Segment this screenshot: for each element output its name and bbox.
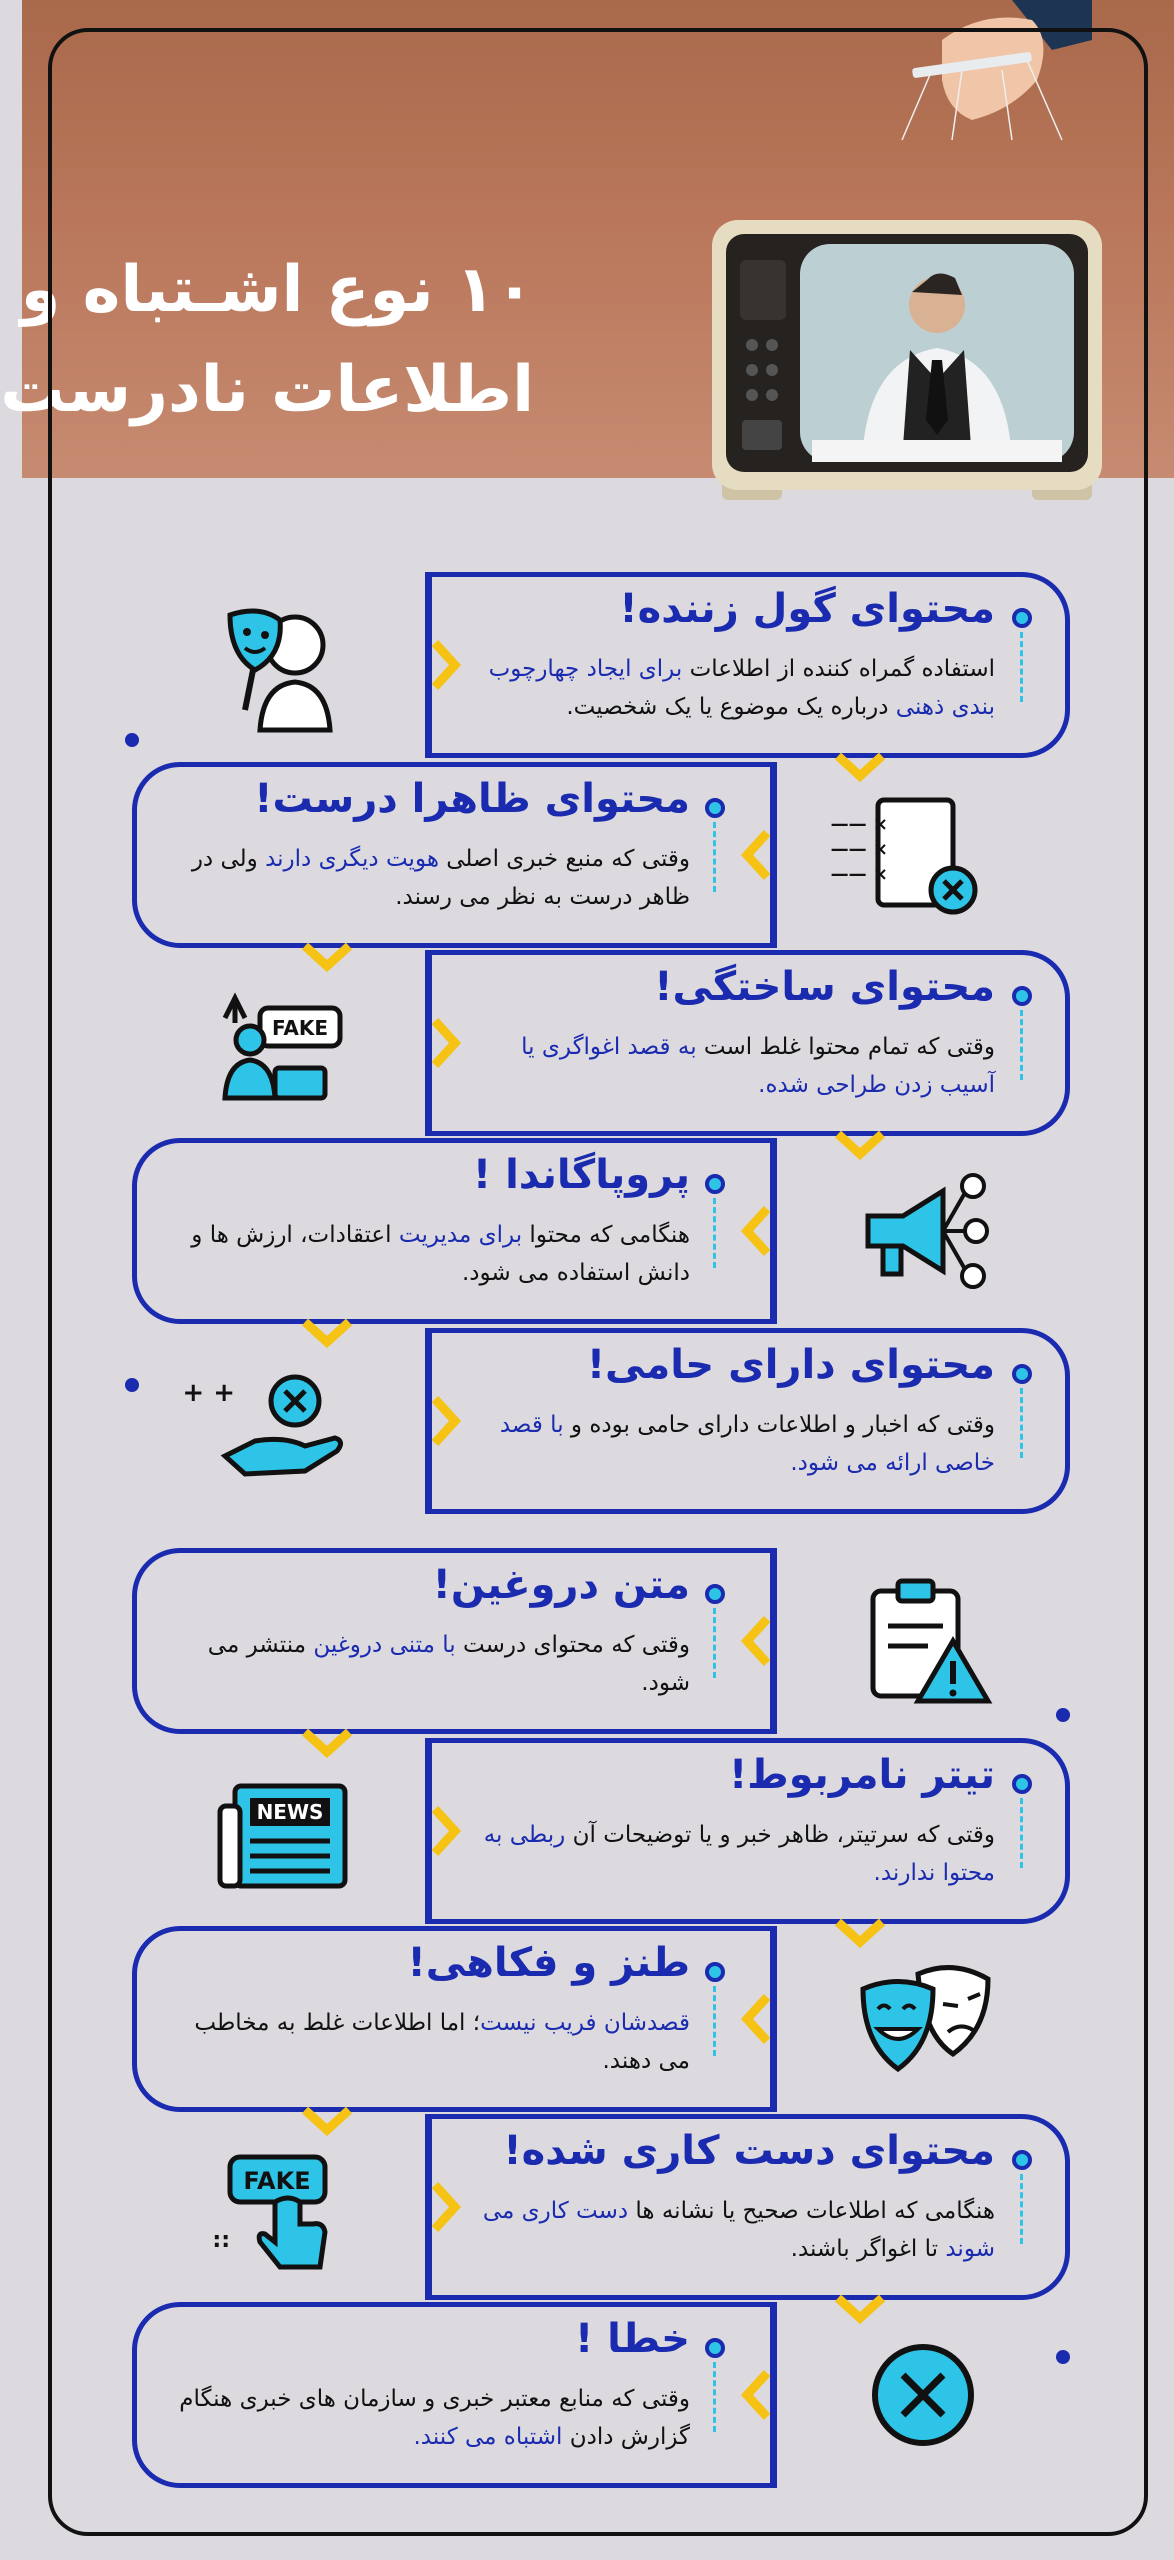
chevron-connector-icon [739, 1201, 775, 1265]
desc-text: وقتی که تمام محتوا غلط است [696, 1034, 995, 1060]
line-endcap [125, 733, 139, 747]
highlight-text: اشتباه می کنند. [413, 2424, 563, 2450]
dashed-guide [1020, 1798, 1023, 1868]
x-circle-icon [775, 2302, 1070, 2488]
card-description [177, 2380, 690, 2456]
svg-text:NEWS: NEWS [256, 1800, 323, 1824]
dashed-guide [1020, 632, 1023, 702]
highlight-text: ربطی به محتوا ندارند. [483, 1822, 995, 1886]
chevron-connector-icon [739, 1611, 775, 1675]
desc-text: ولی در ظاهر درست به نظر می رسند. [191, 846, 690, 910]
desc-text: هنگامی که محتوا [522, 1222, 690, 1248]
dashed-guide [713, 822, 716, 892]
card-description [482, 650, 995, 726]
desc-text: وقتی که سرتیتر، ظاهر خبر و یا توضیحات آن [565, 1822, 995, 1848]
desc-text: وقتی که منبع خبری اصلی [438, 846, 690, 872]
highlight-text: هویت دیگری دارند [265, 846, 439, 872]
masks-person-icon [132, 572, 427, 758]
bullet-dot [1012, 1364, 1032, 1384]
chevron-connector-icon [739, 2365, 775, 2429]
line-endcap [1056, 1708, 1070, 1722]
chevron-connector-icon [427, 1013, 463, 1077]
bullet-dot [705, 1962, 725, 1982]
desc-text: اعتقادات، ارزش ها و دانش استفاده می شود. [191, 1222, 690, 1286]
info-card [132, 572, 1070, 758]
card-description [177, 1626, 690, 1702]
fake-person-icon [132, 950, 427, 1136]
info-card [132, 1548, 1070, 1734]
bullet-dot [705, 2338, 725, 2358]
desc-text: ؛ اما اطلاعات غلط به مخاطب می دهند. [194, 2010, 690, 2074]
highlight-text: برای ایجاد چهارچوب [488, 656, 683, 682]
title-line-1: ۱۰ نوع اشـتباه و [20, 253, 534, 327]
bullet-dot [705, 1584, 725, 1604]
newspaper-icon [132, 1738, 427, 1924]
chevron-connector-icon [427, 2177, 463, 2241]
dashed-guide [1020, 1010, 1023, 1080]
svg-text:::: :: [211, 2228, 230, 2253]
card-description [482, 1028, 995, 1104]
svg-text:× ——: × —— [830, 864, 888, 885]
card-heading: پروپاگاندا ! [472, 1152, 690, 1198]
bullet-dot [1012, 986, 1032, 1006]
card-heading: طنز و فکاهی! [407, 1940, 690, 1986]
highlight-text: به قصد اغواگری یا آسیب زدن طراحی شده. [521, 1034, 995, 1098]
desc-text: وقتی که محتوای درست [455, 1632, 690, 1658]
info-card [132, 1138, 1070, 1324]
bullet-dot [1012, 2150, 1032, 2170]
svg-text:FAKE: FAKE [271, 1016, 328, 1040]
highlight-text: بندی ذهنی [895, 694, 995, 720]
card-heading: متن دروغین! [432, 1562, 690, 1608]
highlight-text: دست کاری می شوند [482, 2198, 995, 2262]
hand-x-icon [132, 1328, 427, 1514]
bullet-dot [705, 1174, 725, 1194]
card-heading: محتوای گول زننده! [619, 586, 995, 632]
clipboard-warning-icon [775, 1548, 1070, 1734]
highlight-text: با متنی دروغین [313, 1632, 456, 1658]
svg-text:FAKE: FAKE [242, 2167, 311, 2195]
svg-text:× ——: × —— [830, 814, 888, 835]
desc-text: هنگامی که اطلاعات صحیح یا نشانه ها [628, 2198, 995, 2224]
highlight-text: برای مدیریت [398, 1222, 523, 1248]
dashed-guide [1020, 2174, 1023, 2244]
desc-text: وقتی که منابع معتبر خبری و سازمان های خبری هنگام گزارش دادن [179, 2386, 690, 2450]
svg-text:+ +: + + [181, 1378, 235, 1408]
bullet-dot [1012, 1774, 1032, 1794]
card-heading: محتوای دست کاری شده! [503, 2128, 995, 2174]
info-card [132, 2114, 1070, 2300]
dashed-guide [1020, 1388, 1023, 1458]
megaphone-icon [775, 1138, 1070, 1324]
dashed-guide [713, 1986, 716, 2056]
dashed-guide [713, 2362, 716, 2432]
theater-masks-icon [775, 1926, 1070, 2112]
page-title [0, 240, 534, 440]
chevron-connector-icon [427, 635, 463, 699]
highlight-text: با قصد خاصی ارائه می شود. [499, 1412, 995, 1476]
card-heading: تیتر نامربوط! [728, 1752, 995, 1798]
retro-tv-icon [712, 220, 1102, 500]
card-description [177, 2004, 690, 2080]
line-endcap [1056, 2350, 1070, 2364]
card-description [177, 1216, 690, 1292]
checklist-x-icon [775, 762, 1070, 948]
bullet-dot [705, 798, 725, 818]
card-description [177, 840, 690, 916]
chevron-connector-icon [739, 825, 775, 889]
info-card [132, 1738, 1070, 1924]
card-heading: محتوای دارای حامی! [586, 1342, 995, 1388]
dashed-guide [713, 1198, 716, 1268]
fake-click-icon [132, 2114, 427, 2300]
desc-text: تا اغواگر باشند. [790, 2236, 946, 2262]
title-line-2: اطلاعات نادرست [0, 353, 534, 427]
card-description [482, 1816, 995, 1892]
desc-text: منتشر می شود. [207, 1632, 690, 1696]
svg-text:× ——: × —— [830, 839, 888, 860]
card-description [482, 1406, 995, 1482]
info-card [132, 950, 1070, 1136]
info-card [132, 1328, 1070, 1514]
card-description [482, 2192, 995, 2268]
dashed-guide [713, 1608, 716, 1678]
card-heading: محتوای ظاهرا درست! [254, 776, 690, 822]
desc-text: استفاده گمراه کننده از اطلاعات [682, 656, 995, 682]
desc-text: وقتی که اخبار و اطلاعات دارای حامی بوده و [563, 1412, 995, 1438]
chevron-connector-icon [427, 1391, 463, 1455]
info-card [132, 2302, 1070, 2488]
card-heading: خطا ! [575, 2316, 690, 2362]
highlight-text: قصدشان فریب نیست [480, 2010, 690, 2036]
chevron-connector-icon [427, 1801, 463, 1865]
card-heading: محتوای ساختگی! [654, 964, 995, 1010]
info-card [132, 762, 1070, 948]
line-endcap [125, 1378, 139, 1392]
chevron-connector-icon [739, 1989, 775, 2053]
info-card [132, 1926, 1070, 2112]
puppeteer-hand-icon [862, 0, 1092, 140]
desc-text: درباره یک موضوع یا یک شخصیت. [566, 694, 896, 720]
bullet-dot [1012, 608, 1032, 628]
